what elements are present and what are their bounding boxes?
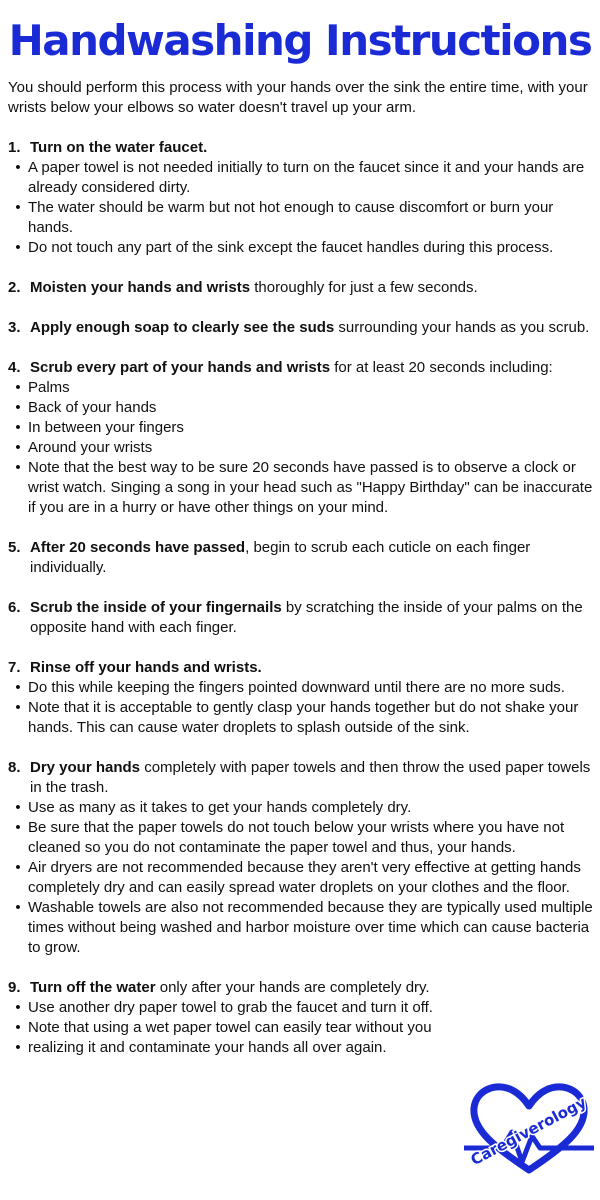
bullet-dot-icon: • [15, 899, 21, 916]
step-bold-text: Scrub every part of your hands and wrists [30, 359, 331, 376]
bullet-dot-icon: • [15, 199, 21, 216]
bullet-dot-icon: • [15, 239, 21, 256]
bullet-item [8, 458, 596, 518]
step-text [30, 538, 596, 578]
step-bullets [8, 998, 596, 1058]
step-4 [8, 358, 596, 518]
step-rest-text: only after your hands are completely dry. [155, 979, 430, 996]
step-1 [8, 138, 596, 258]
bullet-item [8, 858, 596, 898]
step-text [30, 658, 596, 678]
steps-list [8, 138, 596, 1058]
step-bold-text: Scrub the inside of your fingernails [30, 599, 282, 616]
step-text [30, 978, 596, 998]
step-heading [8, 138, 596, 158]
step-text [30, 598, 596, 638]
step-number: 1. [8, 139, 21, 156]
bullet-text: Use another dry paper towel to grab the faucet and turn it off. [28, 999, 433, 1016]
bullet-text: Note that using a wet paper towel can easily tear without you [28, 1019, 432, 1036]
bullet-dot-icon: • [15, 679, 21, 696]
page-title: Handwashing Instructions [8, 16, 592, 65]
step-rest-text: by scratching the inside of your palms on the opposite hand with each finger. [30, 599, 583, 636]
bullet-dot-icon: • [15, 999, 21, 1016]
bullet-item [8, 438, 596, 458]
bullet-dot-icon: • [15, 859, 21, 876]
bullet-text: Back of your hands [28, 399, 157, 416]
step-8 [8, 758, 596, 958]
step-text [30, 138, 596, 158]
step-text [30, 278, 596, 298]
step-6 [8, 598, 596, 638]
bullet-text: Around your wrists [28, 439, 153, 456]
step-number: 5. [8, 539, 21, 556]
step-heading [8, 538, 596, 578]
step-3 [8, 318, 596, 338]
bullet-item [8, 198, 596, 238]
step-5 [8, 538, 596, 578]
step-text [30, 318, 596, 338]
bullet-item [8, 378, 596, 398]
step-number: 3. [8, 319, 21, 336]
bullet-text: Palms [28, 379, 70, 396]
bullet-dot-icon: • [15, 799, 21, 816]
bullet-dot-icon: • [15, 1019, 21, 1036]
step-rest-text: , begin to scrub each cuticle on each finger individually. [30, 539, 531, 576]
step-rest-text: surrounding your hands as you scrub. [334, 319, 590, 336]
bullet-item [8, 238, 596, 258]
bullet-item [8, 998, 596, 1018]
bullet-item [8, 818, 596, 858]
bullet-item [8, 698, 596, 738]
step-number: 2. [8, 279, 21, 296]
step-number: 6. [8, 599, 21, 616]
step-bullets [8, 378, 596, 518]
step-rest-text: completely with paper towels and then throw the used paper towels in the trash. [30, 759, 591, 796]
step-text [30, 758, 596, 798]
instructions-body [8, 78, 596, 1078]
step-bold-text: Rinse off your hands and wrists. [30, 659, 262, 676]
step-rest-text: for at least 20 seconds including: [330, 359, 553, 376]
intro-paragraph: You should perform this process with your hands over the sink the entire time, with your wrists below your elbows so water doesn't travel up your arm. [8, 79, 588, 116]
bullet-text: Do not touch any part of the sink except the faucet handles during this process. [28, 239, 554, 256]
step-heading [8, 758, 596, 798]
bullet-item [8, 798, 596, 818]
bullet-item [8, 418, 596, 438]
bullet-dot-icon: • [15, 1039, 21, 1056]
bullet-item [8, 1038, 596, 1058]
bullet-item [8, 898, 596, 958]
bullet-text: Do this while keeping the fingers pointed downward until there are no more suds. [28, 679, 565, 696]
step-9 [8, 978, 596, 1058]
step-bold-text: Moisten your hands and wrists [30, 279, 251, 296]
step-number: 4. [8, 359, 21, 376]
step-bullets [8, 798, 596, 958]
bullet-item [8, 678, 596, 698]
bullet-text: realizing it and contaminate your hands all over again. [28, 1039, 387, 1056]
step-number: 7. [8, 659, 21, 676]
bullet-dot-icon: • [15, 439, 21, 456]
step-bullets [8, 158, 596, 258]
caregiverology-logo [462, 1074, 596, 1178]
step-bullets [8, 678, 596, 738]
bullet-item [8, 1018, 596, 1038]
bullet-text: Washable towels are also not recommended because they are typically used multiple times without being washed and harbor moisture over time which can cause bacteria to grow. [28, 899, 593, 956]
bullet-text: Be sure that the paper towels do not touch below your wrists where you have not cleaned so you do not contaminate the paper towel and thus, your hands. [28, 819, 565, 856]
step-bold-text: Dry your hands [30, 759, 141, 776]
bullet-text: A paper towel is not needed initially to turn on the faucet since it and your hands are already considered dirty. [28, 159, 585, 196]
step-bold-text: Turn on the water faucet. [30, 139, 208, 156]
bullet-text: In between your fingers [28, 419, 184, 436]
step-heading [8, 318, 596, 338]
step-heading [8, 598, 596, 638]
bullet-dot-icon: • [15, 819, 21, 836]
step-number: 9. [8, 979, 21, 996]
bullet-text: The water should be warm but not hot enough to cause discomfort or burn your hands. [28, 199, 554, 236]
step-heading [8, 358, 596, 378]
logo-text: Caregiverology [467, 1093, 590, 1170]
bullet-item [8, 398, 596, 418]
step-7 [8, 658, 596, 738]
bullet-text: Note that the best way to be sure 20 seconds have passed is to observe a clock or wrist watch. Singing a song in your head such as "Happy Birthday" can be inaccurate if you are in a hurry or have other things on your mind. [28, 459, 593, 516]
step-text [30, 358, 596, 378]
step-heading [8, 978, 596, 998]
step-bold-text: Turn off the water [30, 979, 156, 996]
step-heading [8, 658, 596, 678]
step-bold-text: Apply enough soap to clearly see the suds [30, 319, 335, 336]
bullet-dot-icon: • [15, 379, 21, 396]
bullet-dot-icon: • [15, 419, 21, 436]
bullet-text: Air dryers are not recommended because they aren't very effective at getting hands completely dry and can easily spread water droplets on your clothes and the floor. [28, 859, 581, 896]
step-number: 8. [8, 759, 21, 776]
bullet-text: Use as many as it takes to get your hands completely dry. [28, 799, 412, 816]
step-heading [8, 278, 596, 298]
bullet-text: Note that it is acceptable to gently clasp your hands together but do not shake your hands. This can cause water droplets to splash outside of the sink. [28, 699, 579, 736]
step-bold-text: After 20 seconds have passed [30, 539, 246, 556]
bullet-dot-icon: • [15, 159, 21, 176]
bullet-dot-icon: • [15, 699, 21, 716]
step-2 [8, 278, 596, 298]
bullet-dot-icon: • [15, 399, 21, 416]
bullet-dot-icon: • [15, 459, 21, 476]
step-rest-text: thoroughly for just a few seconds. [250, 279, 478, 296]
bullet-item [8, 158, 596, 198]
